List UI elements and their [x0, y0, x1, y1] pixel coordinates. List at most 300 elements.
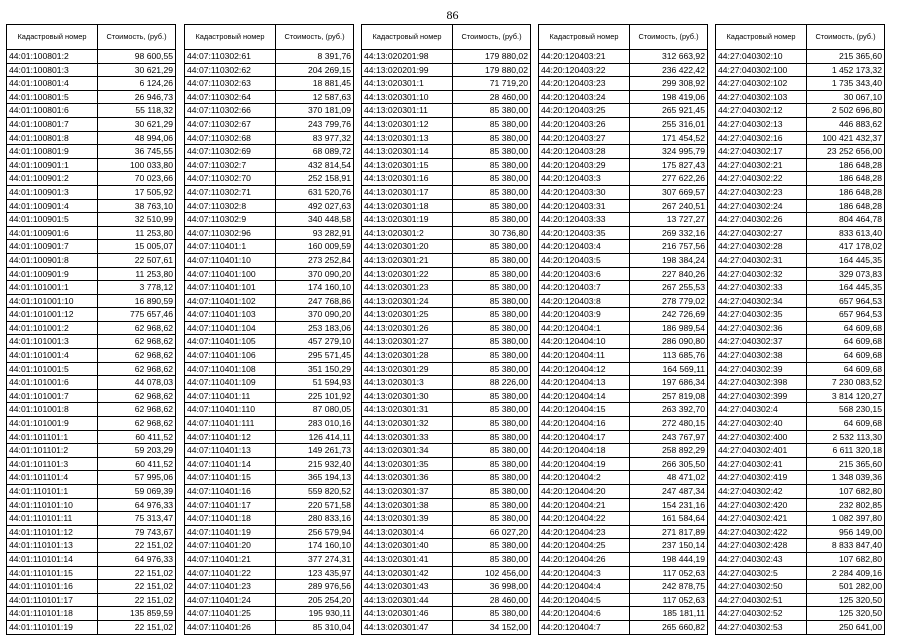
- cadastral-number-cell: 44:13:020301:4: [362, 525, 453, 539]
- cadastral-number-cell: 44:27:040302:4: [716, 403, 807, 417]
- table-row: [7, 552, 176, 566]
- table-row: [716, 485, 885, 499]
- cadastral-number-cell: 44:07:110401:26: [185, 620, 276, 634]
- cost-cell: 22 507,61: [98, 253, 176, 267]
- table-row: [185, 63, 354, 77]
- cadastral-number-cell: 44:27:040302:53: [716, 620, 807, 634]
- table-row: [362, 498, 531, 512]
- cadastral-number-cell: 44:27:040302:5: [716, 566, 807, 580]
- cadastral-number-cell: 44:27:040302:13: [716, 117, 807, 131]
- cadastral-number-cell: 44:27:040302:33: [716, 281, 807, 295]
- cadastral-table-3: [361, 24, 531, 635]
- cost-cell: 75 313,47: [98, 512, 176, 526]
- cost-cell: 283 010,16: [276, 417, 354, 431]
- cost-cell: 263 392,70: [630, 403, 708, 417]
- cadastral-number-cell: 44:20:120403:28: [539, 145, 630, 159]
- cadastral-number-cell: 44:27:040302:400: [716, 430, 807, 444]
- table-row: [539, 485, 708, 499]
- cost-cell: 51 594,93: [276, 376, 354, 390]
- table-row: [716, 498, 885, 512]
- cadastral-number-cell: 44:01:110101:10: [7, 498, 98, 512]
- table-row: [7, 444, 176, 458]
- table-row: [716, 403, 885, 417]
- cadastral-number-cell: 44:13:020301:27: [362, 335, 453, 349]
- cadastral-table-4: [538, 24, 708, 635]
- cost-cell: 85 380,00: [453, 117, 531, 131]
- cadastral-number-cell: 44:13:020301:16: [362, 172, 453, 186]
- cadastral-number-cell: 44:07:110401:19: [185, 525, 276, 539]
- cost-cell: 225 101,92: [276, 389, 354, 403]
- table-header-row: [7, 25, 176, 50]
- cadastral-number-cell: 44:07:110401:111: [185, 417, 276, 431]
- table-row: [185, 77, 354, 91]
- cost-cell: 107 682,80: [807, 485, 885, 499]
- cost-cell: 365 194,13: [276, 471, 354, 485]
- cadastral-number-cell: 44:20:120403:25: [539, 104, 630, 118]
- cost-cell: 804 464,78: [807, 213, 885, 227]
- cost-cell: 8 833 847,40: [807, 539, 885, 553]
- cadastral-table-5: [715, 24, 885, 635]
- table-row: [7, 145, 176, 159]
- cadastral-number-cell: 44:01:100801:9: [7, 145, 98, 159]
- table-row: [539, 403, 708, 417]
- cadastral-number-cell: 44:27:040302:16: [716, 131, 807, 145]
- cadastral-number-cell: 44:27:040302:100: [716, 63, 807, 77]
- cost-cell: 28 460,00: [453, 90, 531, 104]
- table-row: [716, 308, 885, 322]
- cost-cell: 117 052,63: [630, 566, 708, 580]
- cadastral-number-cell: 44:20:120403:30: [539, 185, 630, 199]
- cost-cell: 85 380,00: [453, 158, 531, 172]
- table-row: [185, 471, 354, 485]
- cost-cell: 258 892,29: [630, 444, 708, 458]
- table-row: [716, 158, 885, 172]
- cost-cell: 242 726,69: [630, 308, 708, 322]
- cadastral-number-cell: 44:13:020301:42: [362, 566, 453, 580]
- cadastral-number-cell: 44:20:120403:24: [539, 90, 630, 104]
- table-row: [362, 593, 531, 607]
- cadastral-number-cell: 44:20:120404:6: [539, 607, 630, 621]
- cost-cell: 88 226,00: [453, 376, 531, 390]
- cost-cell: 87 080,05: [276, 403, 354, 417]
- cadastral-number-cell: 44:20:120404:2: [539, 471, 630, 485]
- table-row: [185, 498, 354, 512]
- cadastral-number-cell: 44:13:020301:29: [362, 362, 453, 376]
- cost-cell: 1 452 173,32: [807, 63, 885, 77]
- cadastral-number-cell: 44:07:110302:68: [185, 131, 276, 145]
- cadastral-number-cell: 44:13:020301:26: [362, 321, 453, 335]
- cost-cell: 6 611 320,18: [807, 444, 885, 458]
- table-row: [716, 444, 885, 458]
- cost-cell: 85 380,00: [453, 512, 531, 526]
- table-row: [539, 281, 708, 295]
- cadastral-number-cell: 44:27:040302:32: [716, 267, 807, 281]
- table-row: [539, 104, 708, 118]
- cost-cell: 28 460,00: [453, 593, 531, 607]
- table-row: [362, 403, 531, 417]
- cost-cell: 64 609,68: [807, 335, 885, 349]
- header-cadastral-number: Кадастровый номер: [362, 25, 453, 50]
- table-row: [716, 77, 885, 91]
- cost-cell: 36 745,55: [98, 145, 176, 159]
- cadastral-number-cell: 44:13:020301:20: [362, 240, 453, 254]
- cadastral-number-cell: 44:07:110401:104: [185, 321, 276, 335]
- cadastral-number-cell: 44:27:040302:50: [716, 580, 807, 594]
- table-row: [716, 552, 885, 566]
- table-row: [716, 593, 885, 607]
- table-row: [539, 90, 708, 104]
- cadastral-number-cell: 44:07:110401:12: [185, 430, 276, 444]
- cadastral-number-cell: 44:13:020301:18: [362, 199, 453, 213]
- cadastral-number-cell: 44:13:020301:21: [362, 253, 453, 267]
- cadastral-number-cell: 44:01:100901:5: [7, 213, 98, 227]
- cadastral-number-cell: 44:07:110302:69: [185, 145, 276, 159]
- cost-cell: 271 817,89: [630, 525, 708, 539]
- cadastral-number-cell: 44:27:040302:35: [716, 308, 807, 322]
- cost-cell: 85 380,00: [453, 308, 531, 322]
- cadastral-number-cell: 44:27:040302:28: [716, 240, 807, 254]
- cost-cell: 55 118,32: [98, 104, 176, 118]
- cost-cell: 833 613,40: [807, 226, 885, 240]
- table-row: [362, 172, 531, 186]
- cost-cell: 186 648,28: [807, 199, 885, 213]
- cadastral-number-cell: 44:13:020301:37: [362, 485, 453, 499]
- cost-cell: 85 380,00: [453, 389, 531, 403]
- table-row: [362, 240, 531, 254]
- cadastral-number-cell: 44:20:120403:5: [539, 253, 630, 267]
- cost-cell: 501 282,00: [807, 580, 885, 594]
- cadastral-number-cell: 44:20:120403:7: [539, 281, 630, 295]
- table-row: [7, 213, 176, 227]
- table-row: [539, 267, 708, 281]
- table-row: [539, 607, 708, 621]
- cadastral-number-cell: 44:13:020301:22: [362, 267, 453, 281]
- cost-cell: 174 160,10: [276, 281, 354, 295]
- cost-cell: 265 660,82: [630, 620, 708, 634]
- cadastral-number-cell: 44:13:020301:35: [362, 457, 453, 471]
- cadastral-number-cell: 44:01:100901:3: [7, 185, 98, 199]
- cost-cell: 242 878,75: [630, 580, 708, 594]
- table-row: [7, 349, 176, 363]
- table-row: [185, 349, 354, 363]
- cost-cell: 215 365,60: [807, 50, 885, 64]
- cost-cell: 179 880,02: [453, 63, 531, 77]
- table-row: [716, 172, 885, 186]
- cadastral-number-cell: 44:27:040302:10: [716, 50, 807, 64]
- cost-cell: 775 657,46: [98, 308, 176, 322]
- cost-cell: 197 686,34: [630, 376, 708, 390]
- table-row: [185, 294, 354, 308]
- table-header-row: [185, 25, 354, 50]
- cost-cell: 85 380,00: [453, 430, 531, 444]
- cadastral-number-cell: 44:13:020301:32: [362, 417, 453, 431]
- table-row: [7, 321, 176, 335]
- cost-cell: 220 571,58: [276, 498, 354, 512]
- cost-cell: 351 150,29: [276, 362, 354, 376]
- cadastral-number-cell: 44:20:120404:26: [539, 552, 630, 566]
- table-row: [362, 158, 531, 172]
- cost-cell: 280 833,16: [276, 512, 354, 526]
- table-row: [716, 267, 885, 281]
- cost-cell: 85 380,00: [453, 362, 531, 376]
- cadastral-number-cell: 44:07:110302:63: [185, 77, 276, 91]
- cost-cell: 85 380,00: [453, 457, 531, 471]
- table-row: [7, 117, 176, 131]
- cadastral-number-cell: 44:27:040302:102: [716, 77, 807, 91]
- cadastral-number-cell: 44:07:110302:9: [185, 213, 276, 227]
- table-row: [362, 308, 531, 322]
- cadastral-number-cell: 44:07:110401:23: [185, 580, 276, 594]
- cadastral-number-cell: 44:01:110101:15: [7, 566, 98, 580]
- cost-cell: 312 663,92: [630, 50, 708, 64]
- table-row: [7, 566, 176, 580]
- cadastral-number-cell: 44:13:020301:25: [362, 308, 453, 322]
- cadastral-number-cell: 44:07:110302:67: [185, 117, 276, 131]
- cost-cell: 64 976,33: [98, 552, 176, 566]
- table-row: [362, 253, 531, 267]
- cadastral-number-cell: 44:27:040302:23: [716, 185, 807, 199]
- cadastral-number-cell: 44:01:100901:7: [7, 240, 98, 254]
- cadastral-number-cell: 44:01:101001:9: [7, 417, 98, 431]
- cadastral-number-cell: 44:07:110302:71: [185, 185, 276, 199]
- table-row: [185, 117, 354, 131]
- cost-cell: 123 435,97: [276, 566, 354, 580]
- cadastral-number-cell: 44:07:110401:106: [185, 349, 276, 363]
- table-row: [185, 185, 354, 199]
- table-row: [7, 199, 176, 213]
- cadastral-number-cell: 44:01:100801:2: [7, 50, 98, 64]
- table-row: [716, 539, 885, 553]
- cost-cell: 85 380,00: [453, 281, 531, 295]
- cadastral-number-cell: 44:13:020301:3: [362, 376, 453, 390]
- cost-cell: 329 073,83: [807, 267, 885, 281]
- cost-cell: 62 968,62: [98, 349, 176, 363]
- table-row: [362, 104, 531, 118]
- cadastral-number-cell: 44:01:101101:4: [7, 471, 98, 485]
- cost-cell: 102 456,00: [453, 566, 531, 580]
- table-row: [716, 430, 885, 444]
- cadastral-number-cell: 44:13:020201:98: [362, 50, 453, 64]
- table-row: [185, 417, 354, 431]
- table-row: [539, 335, 708, 349]
- table-row: [362, 485, 531, 499]
- cost-cell: 255 316,01: [630, 117, 708, 131]
- cadastral-number-cell: 44:01:100901:2: [7, 172, 98, 186]
- cost-cell: 62 968,62: [98, 335, 176, 349]
- header-cost: Стоимость, (руб.): [98, 25, 176, 50]
- cadastral-number-cell: 44:07:110401:18: [185, 512, 276, 526]
- table-row: [362, 294, 531, 308]
- cost-cell: 85 380,00: [453, 539, 531, 553]
- table-row: [539, 580, 708, 594]
- cost-cell: 85 380,00: [453, 199, 531, 213]
- table-row: [716, 607, 885, 621]
- cadastral-number-cell: 44:07:110302:66: [185, 104, 276, 118]
- cost-cell: 175 827,43: [630, 158, 708, 172]
- cadastral-table-1: [6, 24, 176, 635]
- cost-cell: 17 505,92: [98, 185, 176, 199]
- table-row: [7, 376, 176, 390]
- cadastral-number-cell: 44:13:020301:15: [362, 158, 453, 172]
- cost-cell: 15 005,07: [98, 240, 176, 254]
- cadastral-number-cell: 44:07:110302:64: [185, 90, 276, 104]
- cadastral-number-cell: 44:27:040302:51: [716, 593, 807, 607]
- cost-cell: 85 380,00: [453, 498, 531, 512]
- cadastral-number-cell: 44:01:101001:3: [7, 335, 98, 349]
- cost-cell: 154 231,16: [630, 498, 708, 512]
- cost-cell: 62 968,62: [98, 321, 176, 335]
- table-row: [7, 593, 176, 607]
- table-row: [539, 471, 708, 485]
- cost-cell: 198 444,19: [630, 552, 708, 566]
- cadastral-number-cell: 44:01:110101:19: [7, 620, 98, 634]
- cadastral-number-cell: 44:20:120403:3: [539, 172, 630, 186]
- cost-cell: 30 621,29: [98, 117, 176, 131]
- cadastral-number-cell: 44:27:040302:26: [716, 213, 807, 227]
- table-row: [362, 417, 531, 431]
- table-row: [539, 199, 708, 213]
- table-row: [7, 389, 176, 403]
- table-row: [362, 362, 531, 376]
- cost-cell: 273 252,84: [276, 253, 354, 267]
- cost-cell: 70 023,66: [98, 172, 176, 186]
- cost-cell: 377 274,31: [276, 552, 354, 566]
- cost-cell: 85 380,00: [453, 131, 531, 145]
- table-row: [716, 117, 885, 131]
- table-header-row: [362, 25, 531, 50]
- table-row: [7, 104, 176, 118]
- cost-cell: 85 380,00: [453, 485, 531, 499]
- cadastral-number-cell: 44:20:120404:18: [539, 444, 630, 458]
- cost-cell: 79 743,67: [98, 525, 176, 539]
- cost-cell: 631 520,76: [276, 185, 354, 199]
- cadastral-number-cell: 44:27:040302:103: [716, 90, 807, 104]
- cadastral-number-cell: 44:20:120404:3: [539, 566, 630, 580]
- cadastral-number-cell: 44:13:020301:14: [362, 145, 453, 159]
- cadastral-number-cell: 44:01:100801:8: [7, 131, 98, 145]
- cadastral-number-cell: 44:20:120404:22: [539, 512, 630, 526]
- cadastral-number-cell: 44:20:120404:12: [539, 362, 630, 376]
- cadastral-number-cell: 44:01:101001:7: [7, 389, 98, 403]
- table-row: [362, 117, 531, 131]
- table-row: [539, 158, 708, 172]
- cost-cell: 7 230 083,52: [807, 376, 885, 390]
- header-cost: Стоимость, (руб.): [276, 25, 354, 50]
- table-row: [362, 335, 531, 349]
- header-cadastral-number: Кадастровый номер: [7, 25, 98, 50]
- cost-cell: 85 380,00: [453, 213, 531, 227]
- table-row: [7, 580, 176, 594]
- cadastral-number-cell: 44:01:100801:6: [7, 104, 98, 118]
- table-row: [185, 457, 354, 471]
- cadastral-number-cell: 44:13:020301:38: [362, 498, 453, 512]
- page-number: 86: [446, 8, 459, 22]
- cadastral-number-cell: 44:13:020301:13: [362, 131, 453, 145]
- cadastral-number-cell: 44:01:100901:4: [7, 199, 98, 213]
- cadastral-number-cell: 44:20:120404:5: [539, 593, 630, 607]
- cadastral-number-cell: 44:01:100801:3: [7, 63, 98, 77]
- cadastral-number-cell: 44:01:100901:8: [7, 253, 98, 267]
- table-row: [362, 199, 531, 213]
- cost-cell: 1 348 039,36: [807, 471, 885, 485]
- header-cost: Стоимость, (руб.): [630, 25, 708, 50]
- table-row: [7, 457, 176, 471]
- table-row: [362, 63, 531, 77]
- table-row: [716, 566, 885, 580]
- table-row: [185, 593, 354, 607]
- cadastral-number-cell: 44:07:110401:110: [185, 403, 276, 417]
- table-row: [539, 539, 708, 553]
- cost-cell: 62 968,62: [98, 417, 176, 431]
- table-row: [362, 525, 531, 539]
- cost-cell: 135 859,59: [98, 607, 176, 621]
- table-row: [716, 417, 885, 431]
- cost-cell: 195 930,11: [276, 607, 354, 621]
- cadastral-number-cell: 44:20:120404:7: [539, 620, 630, 634]
- header-cost: Стоимость, (руб.): [453, 25, 531, 50]
- cost-cell: 64 976,33: [98, 498, 176, 512]
- table-row: [185, 199, 354, 213]
- cadastral-number-cell: 44:01:101001:12: [7, 308, 98, 322]
- cadastral-number-cell: 44:27:040302:398: [716, 376, 807, 390]
- table-row: [539, 552, 708, 566]
- cost-cell: 83 977,32: [276, 131, 354, 145]
- cost-cell: 18 881,45: [276, 77, 354, 91]
- header-cadastral-number: Кадастровый номер: [185, 25, 276, 50]
- cadastral-number-cell: 44:13:020301:47: [362, 620, 453, 634]
- cadastral-number-cell: 44:01:100901:1: [7, 158, 98, 172]
- cadastral-number-cell: 44:01:100901:6: [7, 226, 98, 240]
- table-row: [716, 145, 885, 159]
- table-row: [362, 226, 531, 240]
- cost-cell: 126 414,11: [276, 430, 354, 444]
- cost-cell: 44 078,03: [98, 376, 176, 390]
- table-row: [539, 240, 708, 254]
- cadastral-number-cell: 44:13:020301:11: [362, 104, 453, 118]
- cost-cell: 340 448,58: [276, 213, 354, 227]
- table-row: [716, 50, 885, 64]
- table-row: [185, 376, 354, 390]
- cost-cell: 38 763,10: [98, 199, 176, 213]
- table-row: [716, 213, 885, 227]
- table-row: [539, 376, 708, 390]
- table-row: [539, 145, 708, 159]
- cost-cell: 243 767,97: [630, 430, 708, 444]
- cost-cell: 232 802,85: [807, 498, 885, 512]
- cost-cell: 62 968,62: [98, 403, 176, 417]
- table-row: [185, 172, 354, 186]
- cadastral-number-cell: 44:01:100801:4: [7, 77, 98, 91]
- table-row: [185, 620, 354, 634]
- cost-cell: 277 622,26: [630, 172, 708, 186]
- cost-cell: 250 641,00: [807, 620, 885, 634]
- cadastral-number-cell: 44:07:110401:105: [185, 335, 276, 349]
- cost-cell: 98 600,55: [98, 50, 176, 64]
- cost-cell: 85 380,00: [453, 172, 531, 186]
- cost-cell: 22 151,02: [98, 593, 176, 607]
- cost-cell: 186 648,28: [807, 172, 885, 186]
- table-row: [7, 63, 176, 77]
- cost-cell: 57 995,06: [98, 471, 176, 485]
- table-row: [7, 308, 176, 322]
- cadastral-number-cell: 44:01:110101:12: [7, 525, 98, 539]
- table-row: [362, 77, 531, 91]
- table-row: [716, 281, 885, 295]
- cost-cell: 417 178,02: [807, 240, 885, 254]
- cost-cell: 93 282,91: [276, 226, 354, 240]
- table-row: [7, 417, 176, 431]
- cadastral-number-cell: 44:27:040302:421: [716, 512, 807, 526]
